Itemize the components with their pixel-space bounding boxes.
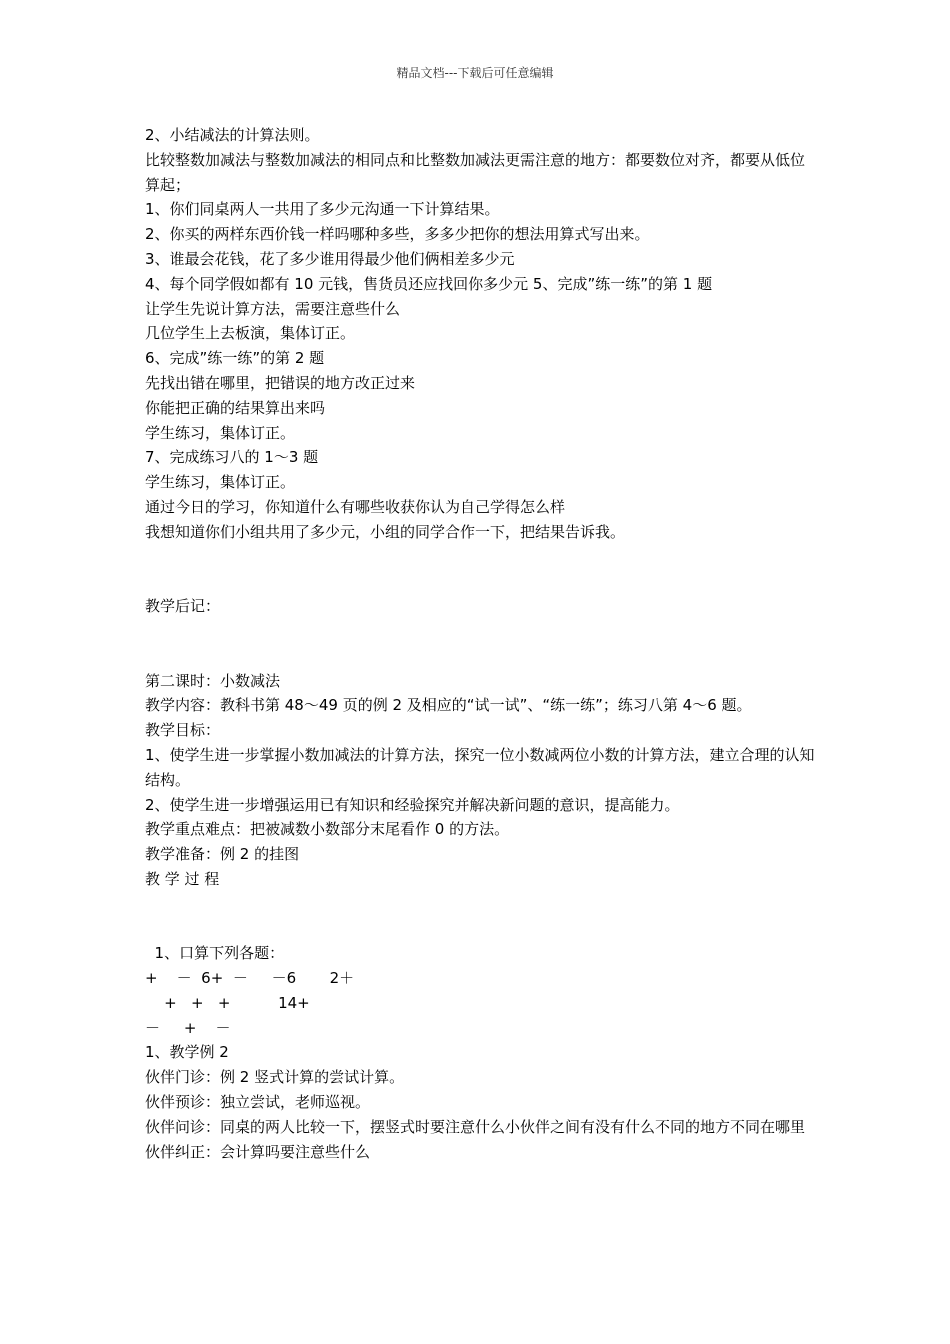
blank-line	[145, 619, 815, 644]
text-line: + + + 14+	[145, 993, 310, 1012]
text-line: 教学后记：	[145, 597, 221, 616]
blank-line	[145, 917, 815, 942]
text-line: 1、口算下列各题：	[145, 944, 285, 963]
text-line: 教学内容：教科书第 48～49 页的例 2 及相应的“试一试”、“练一练”；练习八第 4～6 题。	[145, 696, 752, 715]
text-line: 通过今日的学习，你知道什么有哪些收获你认为自己学得怎么样	[145, 497, 566, 516]
document-body	[145, 123, 815, 1164]
text-line: 2、你买的两样东西价钱一样吗哪种多些，多多少把你的想法用算式写出来。	[145, 225, 650, 244]
text-line: 1、使学生进一步掌握小数加减法的计算方法，探究一位小数减两位小数的计算方法，建立合理的认知结构。	[145, 745, 815, 789]
text-line: 先找出错在哪里，把错误的地方改正过来	[145, 373, 416, 392]
text-line: 比较整数加减法与整数加减法的相同点和比整数加减法更需注意的地方：都要数位对齐，都要从低位算起；	[145, 150, 806, 194]
text-line: 教学目标：	[145, 721, 221, 740]
text-line: 1、教学例 2	[145, 1043, 229, 1062]
text-line: 伙伴问诊：同桌的两人比较一下，摆竖式时要注意什么小伙伴之间有没有什么不同的地方不同在哪里	[145, 1117, 806, 1136]
text-line: 学生练习，集体订正。	[145, 423, 296, 442]
text-line: 教 学 过 程	[145, 869, 220, 888]
text-line: 4、每个同学假如都有 10 元钱，售货员还应找回你多少元 5、完成”练一练”的第 1 题	[145, 274, 713, 293]
text-line: 几位学生上去板演，集体订正。	[145, 324, 356, 343]
page-header: 精品文档---下载后可任意编辑	[396, 66, 554, 80]
blank-line	[145, 892, 815, 917]
text-line: 学生练习，集体订正。	[145, 473, 296, 492]
text-line: 教学准备：例 2 的挂图	[145, 845, 300, 864]
text-line: + － 6+ － －6 2＋	[145, 969, 355, 988]
text-line: － + －	[145, 1018, 231, 1037]
text-line: 1、你们同桌两人一共用了多少元沟通一下计算结果。	[145, 200, 500, 219]
text-line: 第二课时：小数减法	[145, 671, 281, 690]
text-line: 6、完成”练一练”的第 2 题	[145, 349, 325, 368]
text-line: 让学生先说计算方法，需要注意些什么	[145, 299, 401, 318]
text-line: 2、小结减法的计算法则。	[145, 126, 320, 144]
text-line: 伙伴纠正：会计算吗要注意些什么	[145, 1142, 371, 1161]
blank-line	[145, 545, 815, 570]
text-line: 伙伴门诊：例 2 竖式计算的尝试计算。	[145, 1068, 405, 1087]
text-line: 你能把正确的结果算出来吗	[145, 398, 326, 417]
text-line: 伙伴预诊：独立尝试，老师巡视。	[145, 1093, 371, 1112]
text-line: 3、谁最会花钱，花了多少谁用得最少他们俩相差多少元	[145, 249, 515, 268]
text-line: 教学重点难点：把被减数小数部分末尾看作 0 的方法。	[145, 820, 510, 839]
blank-line	[145, 569, 815, 594]
blank-line	[145, 644, 815, 669]
text-line: 7、完成练习八的 1～3 题	[145, 448, 319, 467]
text-line: 我想知道你们小组共用了多少元，小组的同学合作一下，把结果告诉我。	[145, 522, 626, 541]
text-line: 2、使学生进一步增强运用已有知识和经验探究并解决新问题的意识，提高能力。	[145, 795, 680, 814]
